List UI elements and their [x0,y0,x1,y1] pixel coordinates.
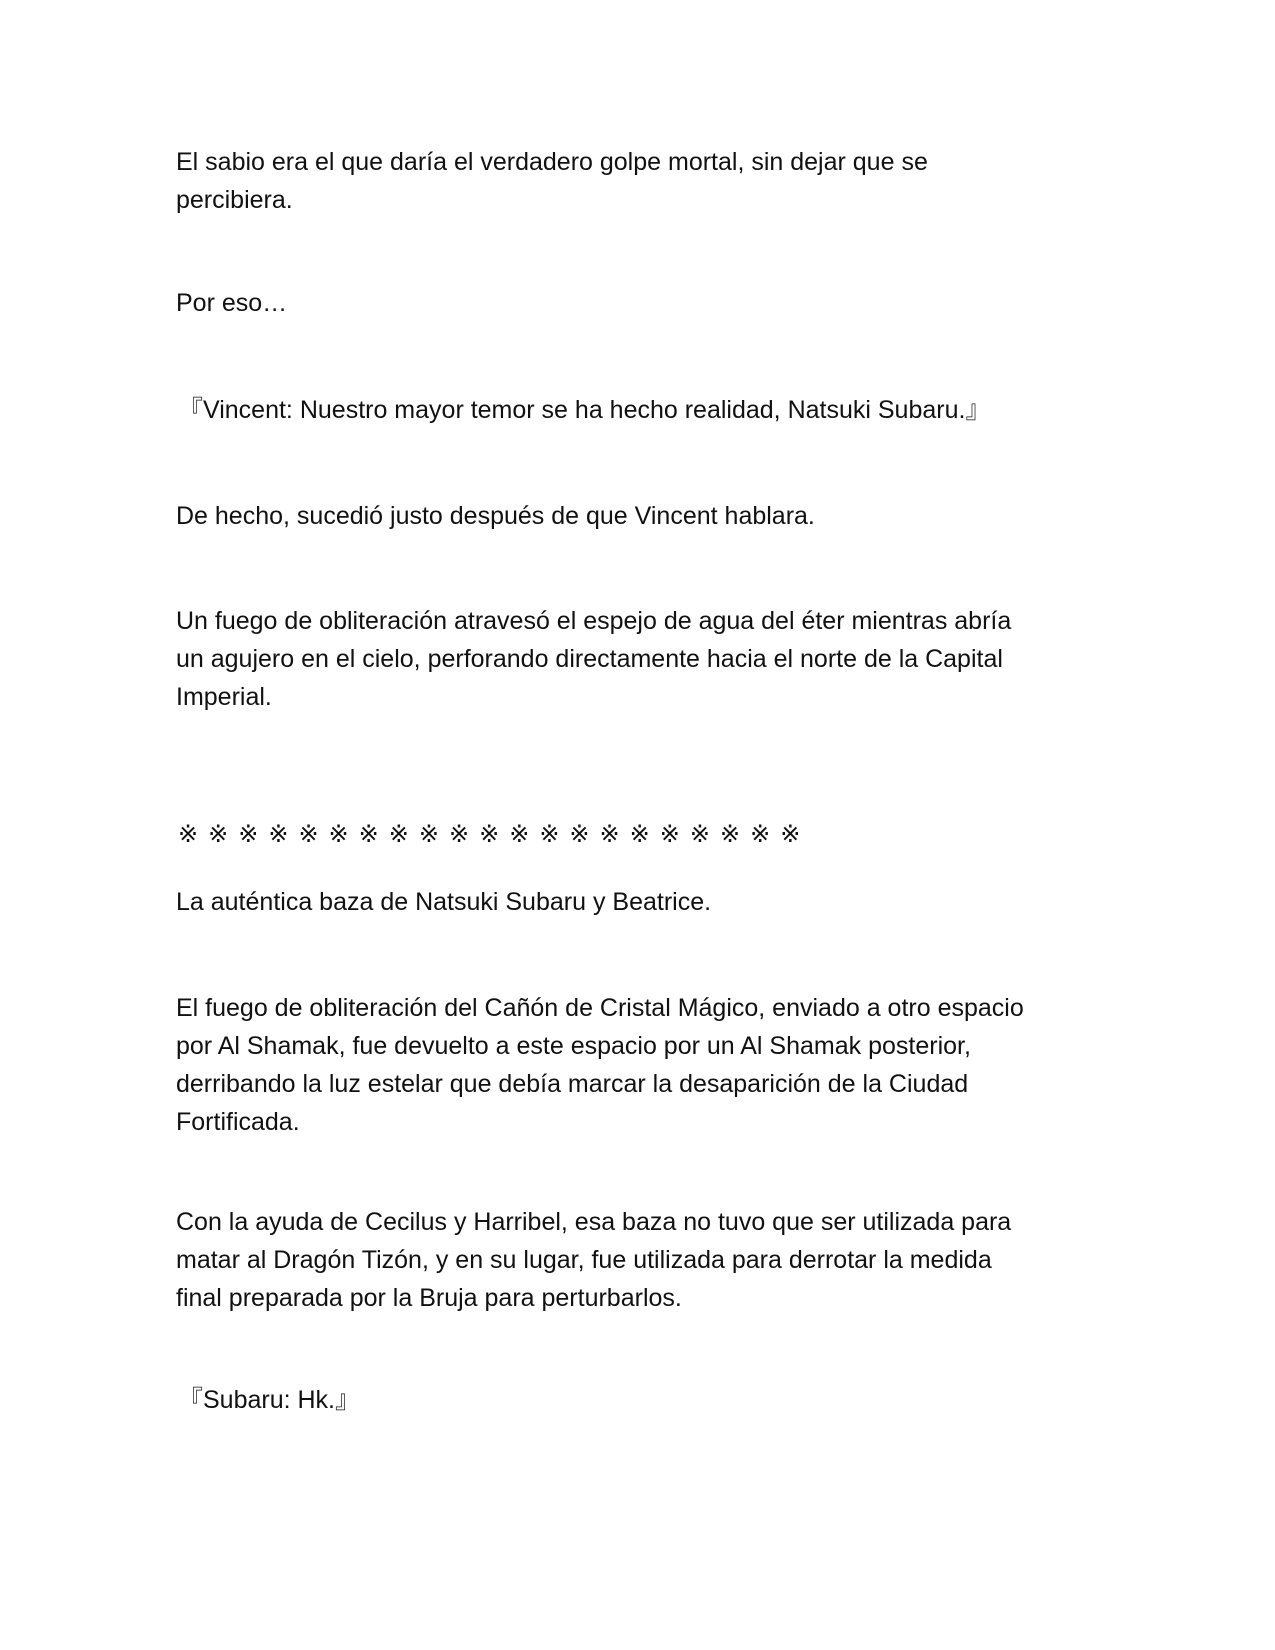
text-line: matar al Dragón Tizón, y en su lugar, fue utilizada para derrotar la medida [176,1246,992,1274]
text-line: por Al Shamak, fue devuelto a este espacio por un Al Shamak posterior, [176,1032,971,1060]
scene-separator: ※※※※※※※※※※※※※※※※※※※※※ [178,820,811,848]
text-line: La auténtica baza de Natsuki Subaru y Beatrice. [176,888,712,916]
paragraph-cecilus [176,1203,1096,1317]
text-line: un agujero en el cielo, perforando directamente hacia el norte de la Capital [176,645,1003,673]
text-line: 『Vincent: Nuestro mayor temor se ha hecho realidad, Natsuki Subaru.』 [178,396,991,424]
text-line: percibiera. [176,186,293,214]
text-line: Fortificada. [176,1108,300,1136]
text-line: Por eso… [176,289,288,317]
text-line: De hecho, sucedió justo después de que Vincent hablara. [176,502,815,530]
paragraph-baza [176,883,1096,921]
paragraph-fuego [176,602,1096,716]
dialogue-subaru [178,1381,1098,1419]
paragraph-sage [176,143,1096,219]
text-line: Un fuego de obliteración atravesó el espejo de agua del éter mientras abría [176,607,1012,635]
text-line: Imperial. [176,683,272,711]
text-line: Con la ayuda de Cecilus y Harribel, esa baza no tuvo que ser utilizada para [176,1208,1012,1236]
text-line: final preparada por la Bruja para perturbarlos. [176,1284,682,1312]
paragraph-canon [176,989,1096,1141]
text-line: El sabio era el que daría el verdadero golpe mortal, sin dejar que se [176,148,928,176]
paragraph-de-hecho [176,497,1096,535]
text-line: derribando la luz estelar que debía marcar la desaparición de la Ciudad [176,1070,969,1098]
text-line: 『Subaru: Hk.』 [178,1386,361,1414]
text-line: El fuego de obliteración del Cañón de Cristal Mágico, enviado a otro espacio [176,994,1024,1022]
paragraph-por-eso [176,284,1096,322]
dialogue-vincent [178,391,1098,429]
